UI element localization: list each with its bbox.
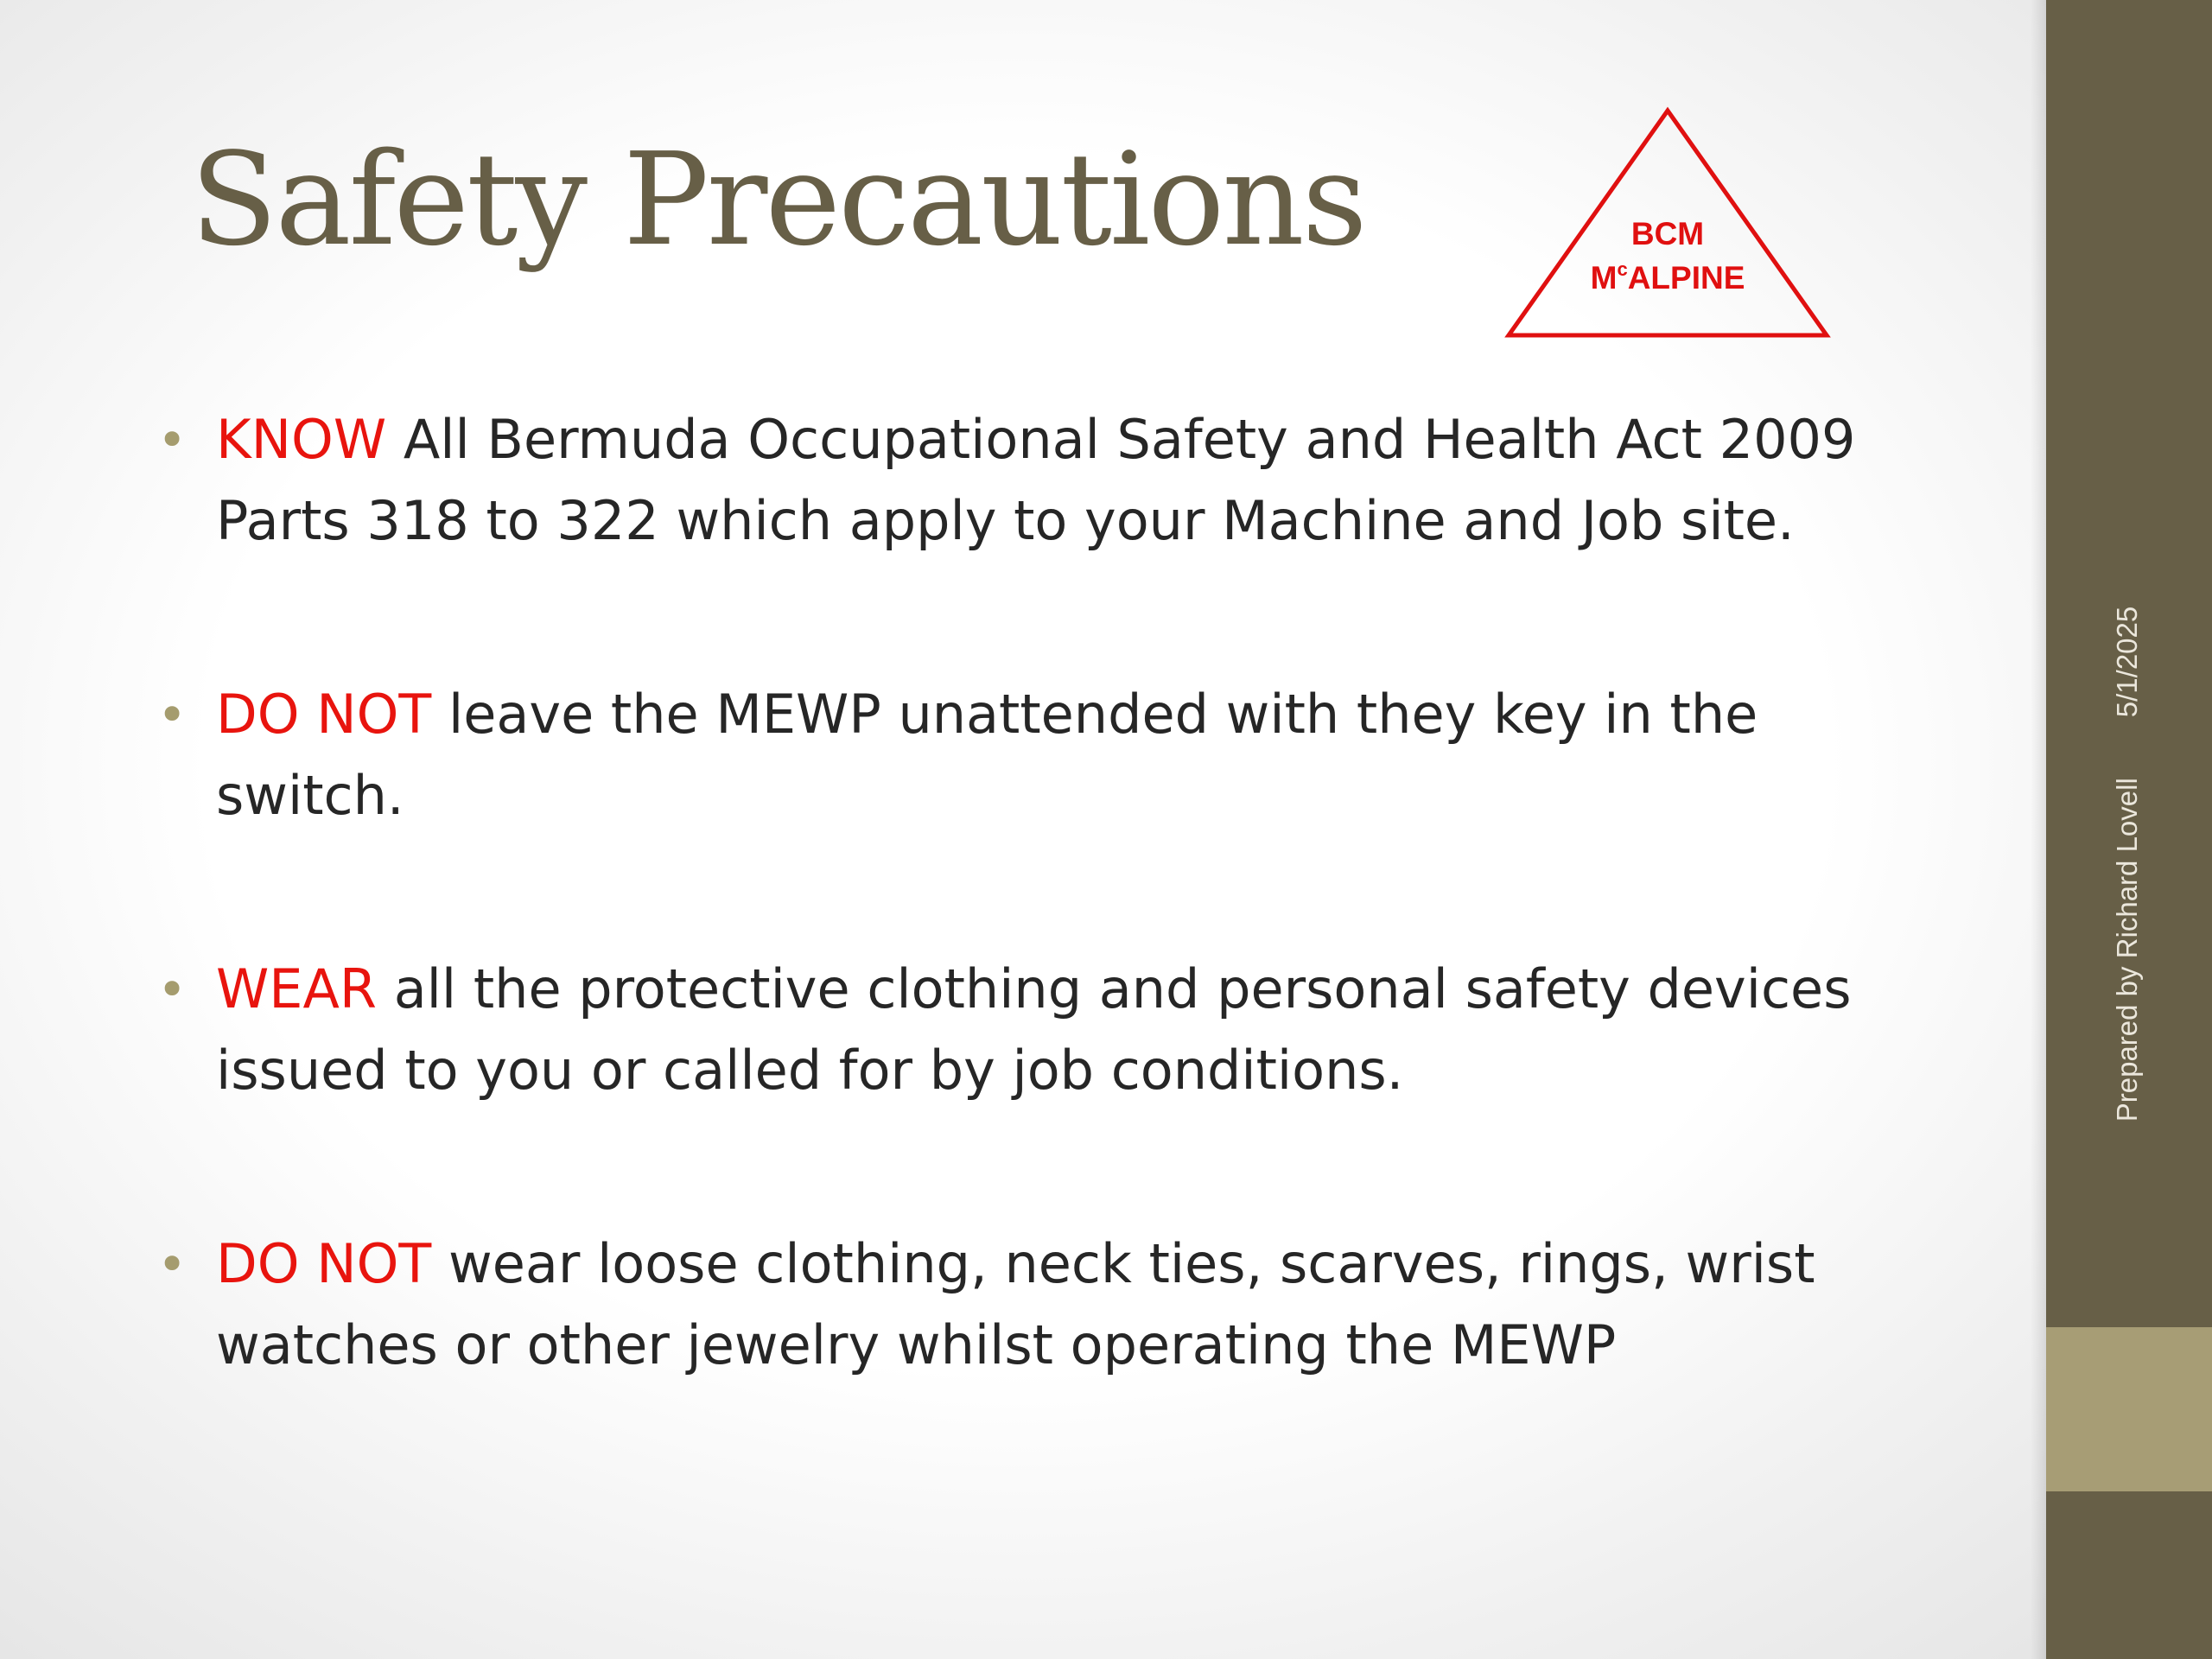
bullet-dot: •: [157, 1235, 188, 1294]
bullet-keyword: KNOW: [216, 408, 387, 471]
bullet-dot: •: [157, 685, 188, 744]
bullet-item-know: [156, 399, 2005, 562]
bullet-keyword: WEAR: [216, 957, 377, 1020]
bullet-keyword: DO NOT: [216, 683, 432, 746]
bullet-item-wear: [156, 949, 2005, 1111]
bullet-text-continued: watches or other jewelry whilst operating the MEWP: [216, 1313, 1617, 1376]
bullet-list: [156, 399, 2005, 1498]
bullet-text: leave the MEWP unattended with they key in the: [431, 683, 1758, 746]
bullet-text: All Bermuda Occupational Safety and Health Act 2009: [386, 408, 1856, 471]
logo-line-2: $M^cALPINE$: [1590, 258, 1745, 296]
bullet-text-continued: Parts 318 to 322 which apply to your Machine and Job site.: [216, 489, 1795, 552]
footer-date: 5/1/2025: [2111, 606, 2143, 718]
bullet-dot: •: [157, 960, 188, 1019]
bullet-text: wear loose clothing, neck ties, scarves, rings, wrist: [431, 1232, 1815, 1295]
sidebar-shadow: [2031, 0, 2046, 1659]
bullet-dot: •: [157, 410, 188, 469]
bullet-keyword: DO NOT: [216, 1232, 432, 1295]
bullet-text-continued: switch.: [216, 764, 404, 827]
sidebar-accent-band: [2046, 1327, 2212, 1491]
footer-author: Prepared by Richard Lovell: [2111, 778, 2143, 1122]
bullet-text: all the protective clothing and personal safety devices: [376, 957, 1852, 1020]
logo-line-1: BCM: [1630, 216, 1705, 251]
bcm-mcalpine-logo: [1503, 104, 1832, 346]
vertical-footer: [2111, 607, 2144, 1122]
bullet-text-continued: issued to you or called for by job conditions.: [216, 1039, 1404, 1102]
slide-title: Safety Precautions: [190, 125, 1365, 274]
bullet-item-do-not-leave: [156, 674, 2005, 836]
bullet-item-do-not-wear: [156, 1224, 2005, 1386]
